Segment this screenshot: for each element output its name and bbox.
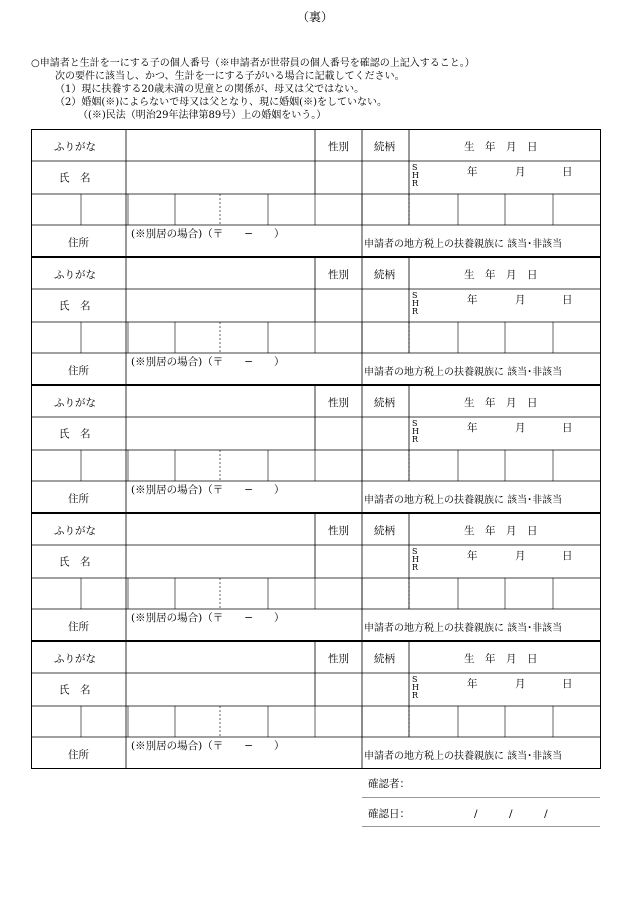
dependent-status-label: 申請者の地方税上の扶養親族に 該当･非該当 xyxy=(364,239,563,250)
address-field[interactable] xyxy=(129,240,359,254)
era-codes xyxy=(412,676,419,700)
intro-line-1: ○申請者と生計を一にする子の個人番号（※申請者が世帯員の個人番号を確認の上記入すること。） xyxy=(31,58,475,69)
year-label: 年 xyxy=(467,422,478,434)
check-date-line xyxy=(362,826,600,827)
month-label: 月 xyxy=(515,422,526,434)
era-code-r: R xyxy=(412,563,419,572)
era-codes xyxy=(412,420,419,444)
relation-field[interactable] xyxy=(367,170,405,184)
furigana-field[interactable] xyxy=(129,651,312,665)
furigana-field[interactable] xyxy=(129,395,312,409)
era-codes xyxy=(412,548,419,572)
intro-line-2: 次の要件に該当し、かつ、生計を一にする子がいる場合に記載してください。 xyxy=(55,71,405,82)
name-label: 氏 名 xyxy=(59,172,91,184)
era-codes xyxy=(412,164,419,188)
name-field[interactable] xyxy=(129,682,312,696)
gender-label: 性別 xyxy=(328,525,349,537)
birthdate-header: 生 年 月 日 xyxy=(464,653,538,665)
address-label: 住所 xyxy=(68,749,89,761)
birthdate-field[interactable] xyxy=(431,177,597,191)
gender-field[interactable] xyxy=(318,298,360,312)
address-field[interactable] xyxy=(129,624,359,638)
relation-field[interactable] xyxy=(367,426,405,440)
era-code-r: R xyxy=(412,691,419,700)
relation-label: 続柄 xyxy=(374,397,395,409)
relation-label: 続柄 xyxy=(374,269,395,281)
month-label: 月 xyxy=(515,550,526,562)
relation-label: 続柄 xyxy=(374,653,395,665)
era-code-s: S xyxy=(412,419,418,428)
child-block xyxy=(31,513,601,641)
dependent-status-label: 申請者の地方税上の扶養親族に 該当･非該当 xyxy=(364,495,563,506)
address-field[interactable] xyxy=(129,752,359,766)
child-block xyxy=(31,129,601,257)
day-label: 日 xyxy=(562,678,573,690)
day-label: 日 xyxy=(562,550,573,562)
separate-address-label: (※別居の場合)（〒 − ） xyxy=(131,740,285,752)
separate-address-label: (※別居の場合)（〒 − ） xyxy=(131,228,285,240)
month-label: 月 xyxy=(515,678,526,690)
furigana-label: ふりがな xyxy=(54,141,96,153)
era-codes xyxy=(412,292,419,316)
era-code-r: R xyxy=(412,307,419,316)
era-code-h: H xyxy=(412,299,419,308)
gender-field[interactable] xyxy=(318,682,360,696)
relation-field[interactable] xyxy=(367,682,405,696)
children-table xyxy=(31,129,601,769)
gender-label: 性別 xyxy=(328,269,349,281)
era-code-h: H xyxy=(412,427,419,436)
name-field[interactable] xyxy=(129,170,312,184)
intro-line-3: （1）現に扶養する20歳未満の児童との関係が、母又は父ではない。 xyxy=(55,84,365,95)
name-label: 氏 名 xyxy=(59,300,91,312)
name-label: 氏 名 xyxy=(59,428,91,440)
dependent-status-label: 申請者の地方税上の扶養親族に 該当･非該当 xyxy=(364,367,563,378)
address-label: 住所 xyxy=(68,493,89,505)
address-label: 住所 xyxy=(68,365,89,377)
era-code-s: S xyxy=(412,675,418,684)
gender-label: 性別 xyxy=(328,141,349,153)
birthdate-field[interactable] xyxy=(431,689,597,703)
address-field[interactable] xyxy=(129,368,359,382)
relation-label: 続柄 xyxy=(374,525,395,537)
year-label: 年 xyxy=(467,678,478,690)
era-code-s: S xyxy=(412,547,418,556)
gender-field[interactable] xyxy=(318,170,360,184)
birthdate-field[interactable] xyxy=(431,305,597,319)
birthdate-header: 生 年 月 日 xyxy=(464,269,538,281)
year-label: 年 xyxy=(467,166,478,178)
furigana-label: ふりがな xyxy=(54,397,96,409)
month-label: 月 xyxy=(515,294,526,306)
furigana-field[interactable] xyxy=(129,267,312,281)
separate-address-label: (※別居の場合)（〒 − ） xyxy=(131,612,285,624)
era-code-s: S xyxy=(412,291,418,300)
separate-address-label: (※別居の場合)（〒 − ） xyxy=(131,356,285,368)
relation-field[interactable] xyxy=(367,298,405,312)
day-label: 日 xyxy=(562,294,573,306)
child-block xyxy=(31,257,601,385)
birthdate-field[interactable] xyxy=(431,433,597,447)
era-code-r: R xyxy=(412,435,419,444)
furigana-label: ふりがな xyxy=(54,653,96,665)
gender-label: 性別 xyxy=(328,397,349,409)
day-label: 日 xyxy=(562,166,573,178)
gender-field[interactable] xyxy=(318,554,360,568)
name-label: 氏 名 xyxy=(59,684,91,696)
dependent-status-label: 申請者の地方税上の扶養親族に 該当･非該当 xyxy=(364,751,563,762)
address-label: 住所 xyxy=(68,237,89,249)
intro-line-5: （(※)民法（明治29年法律第89号）上の婚姻をいう。） xyxy=(78,110,327,121)
address-field[interactable] xyxy=(129,496,359,510)
gender-field[interactable] xyxy=(318,426,360,440)
child-block xyxy=(31,641,601,769)
month-label: 月 xyxy=(515,166,526,178)
era-code-h: H xyxy=(412,171,419,180)
birthdate-header: 生 年 月 日 xyxy=(464,397,538,409)
address-label: 住所 xyxy=(68,621,89,633)
check-date-label: 確認日： xyxy=(368,808,410,820)
year-label: 年 xyxy=(467,550,478,562)
furigana-label: ふりがな xyxy=(54,269,96,281)
era-code-r: R xyxy=(412,179,419,188)
year-label: 年 xyxy=(467,294,478,306)
day-label: 日 xyxy=(562,422,573,434)
gender-label: 性別 xyxy=(328,653,349,665)
birthdate-header: 生 年 月 日 xyxy=(464,141,538,153)
child-block xyxy=(31,385,601,513)
birthdate-header: 生 年 月 日 xyxy=(464,525,538,537)
dependent-status-label: 申請者の地方税上の扶養親族に 該当･非該当 xyxy=(364,623,563,634)
relation-label: 続柄 xyxy=(374,141,395,153)
page-title: （裏） xyxy=(296,10,333,24)
intro-line-4: （2）婚姻(※)によらないで母又は父となり、現に婚姻(※)をしていない。 xyxy=(55,97,387,108)
furigana-label: ふりがな xyxy=(54,525,96,537)
check-date-slashes: / / / xyxy=(474,808,548,820)
name-field[interactable] xyxy=(129,426,312,440)
furigana-field[interactable] xyxy=(129,523,312,537)
era-code-h: H xyxy=(412,683,419,692)
name-field[interactable] xyxy=(129,554,312,568)
separate-address-label: (※別居の場合)（〒 − ） xyxy=(131,484,285,496)
birthdate-field[interactable] xyxy=(431,561,597,575)
era-code-h: H xyxy=(412,555,419,564)
relation-field[interactable] xyxy=(367,554,405,568)
name-label: 氏 名 xyxy=(59,556,91,568)
checker-label: 確認者： xyxy=(368,778,410,790)
checker-line xyxy=(362,797,600,798)
name-field[interactable] xyxy=(129,298,312,312)
furigana-field[interactable] xyxy=(129,139,312,153)
era-code-s: S xyxy=(412,163,418,172)
